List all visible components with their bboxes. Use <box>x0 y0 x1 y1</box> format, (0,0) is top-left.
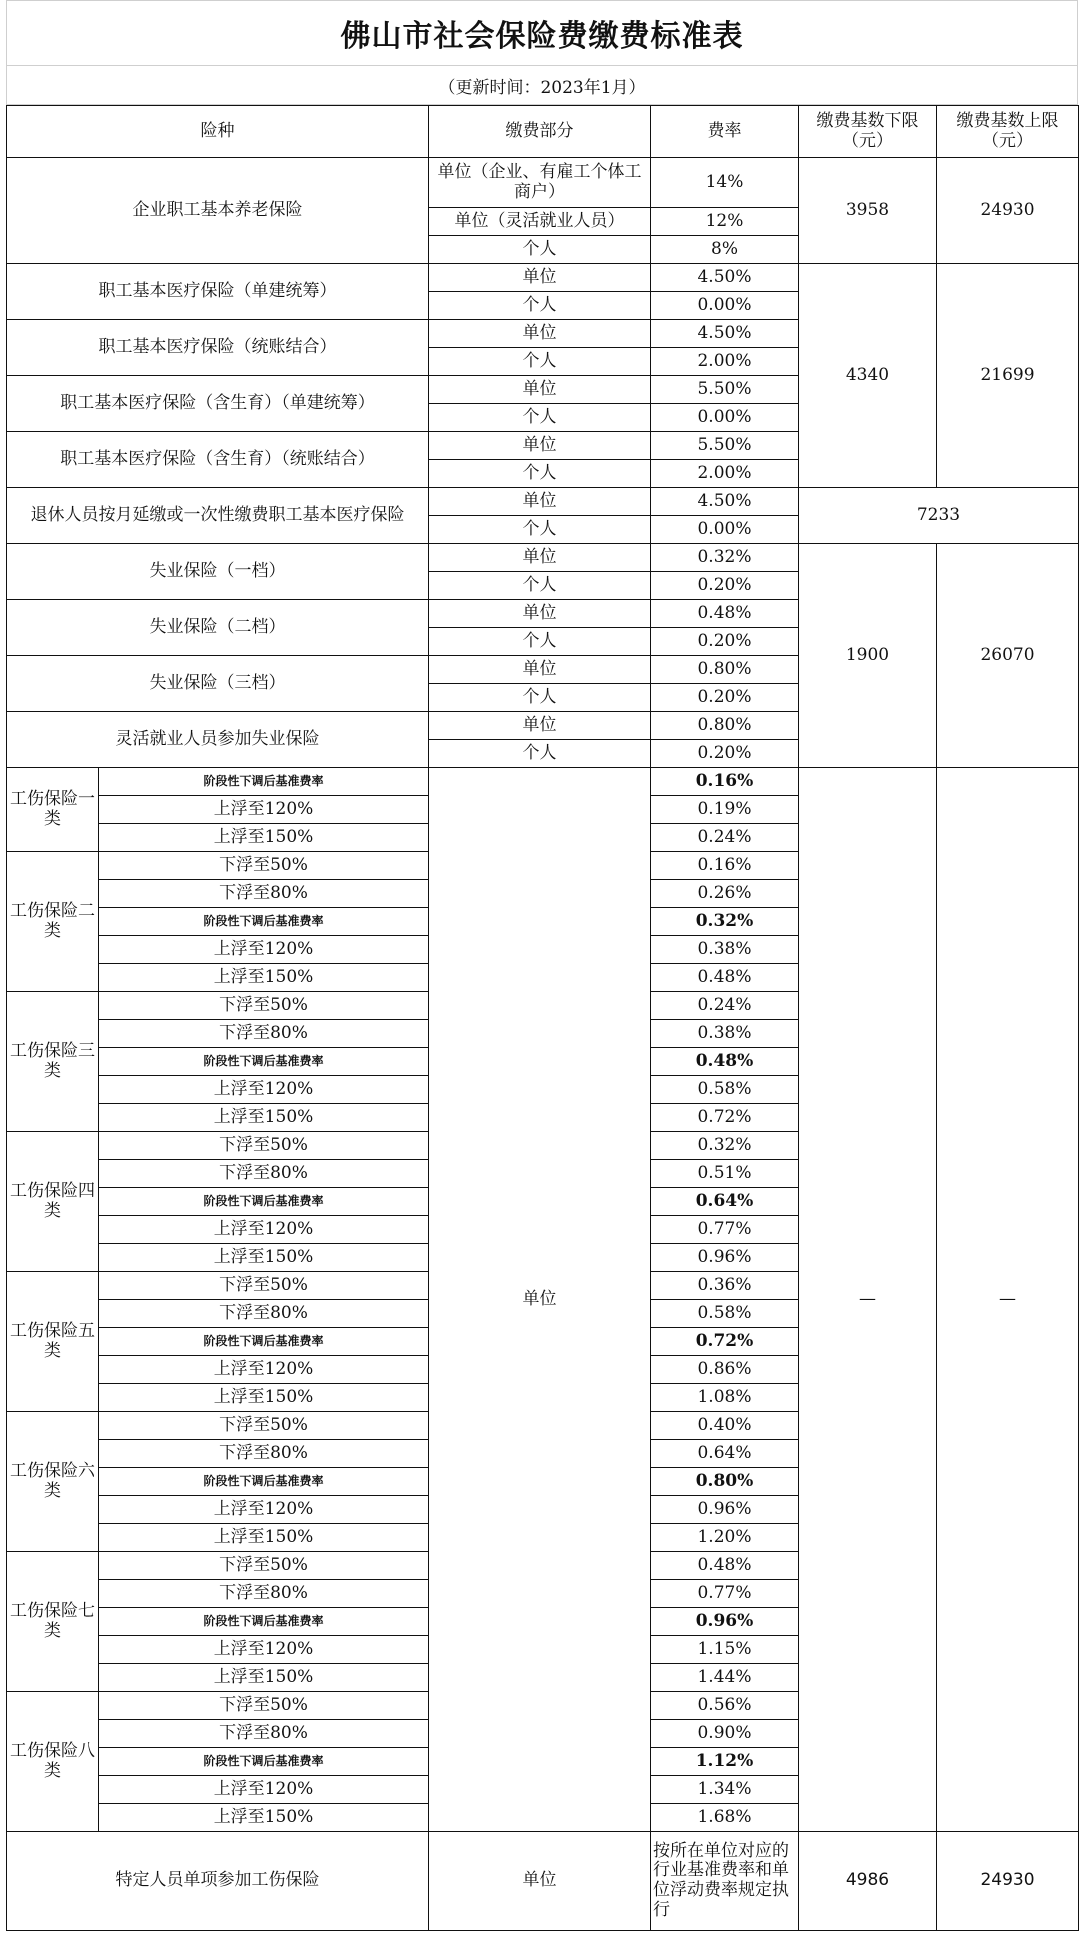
insurance-name: 灵活就业人员参加失业保险 <box>7 712 429 768</box>
adjustment-level: 上浮至150% <box>99 1244 429 1272</box>
payment-part: 个人 <box>429 292 651 320</box>
payment-part: 单位（企业、有雇工个体工商户） <box>429 158 651 208</box>
insurance-name: 职工基本医疗保险（含生育）（单建统筹） <box>7 376 429 432</box>
rate-value: 0.72% <box>651 1328 799 1356</box>
table-row <box>7 158 1079 208</box>
header-insurance-type: 险种 <box>7 106 429 158</box>
adjustment-level: 阶段性下调后基准费率 <box>99 908 429 936</box>
rate-value: 4.50% <box>651 488 799 516</box>
rate-value: 1.12% <box>651 1748 799 1776</box>
payment-part: 个人 <box>429 404 651 432</box>
base-min: 4340 <box>799 264 937 488</box>
rate-value: 0.16% <box>651 768 799 796</box>
rate-value: 0.58% <box>651 1076 799 1104</box>
adjustment-level: 下浮至50% <box>99 1692 429 1720</box>
payment-part: 个人 <box>429 684 651 712</box>
payment-part: 个人 <box>429 460 651 488</box>
payment-part: 单位 <box>429 656 651 684</box>
rate-value: 0.96% <box>651 1496 799 1524</box>
insurance-name: 职工基本医疗保险（单建统筹） <box>7 264 429 320</box>
rate-value: 12% <box>651 208 799 236</box>
injury-category: 工伤保险八类 <box>7 1692 99 1832</box>
adjustment-level: 下浮至50% <box>99 1272 429 1300</box>
insurance-name: 职工基本医疗保险（统账结合） <box>7 320 429 376</box>
adjustment-level: 阶段性下调后基准费率 <box>99 1048 429 1076</box>
insurance-name: 特定人员单项参加工伤保险 <box>7 1832 429 1931</box>
rate-value: 0.32% <box>651 1132 799 1160</box>
insurance-name: 退休人员按月延缴或一次性缴费职工基本医疗保险 <box>7 488 429 544</box>
adjustment-level: 下浮至50% <box>99 1132 429 1160</box>
rate-value: 0.20% <box>651 684 799 712</box>
adjustment-level: 上浮至150% <box>99 1804 429 1832</box>
rate-value: 1.15% <box>651 1636 799 1664</box>
header-base-max: 缴费基数上限（元） <box>937 106 1079 158</box>
injury-category: 工伤保险三类 <box>7 992 99 1132</box>
payment-part: 单位 <box>429 544 651 572</box>
rate-value: 0.32% <box>651 908 799 936</box>
adjustment-level: 上浮至120% <box>99 1356 429 1384</box>
payment-part: 个人 <box>429 348 651 376</box>
payment-part: 单位 <box>429 264 651 292</box>
base-max: — <box>937 768 1079 1832</box>
adjustment-level: 上浮至120% <box>99 1076 429 1104</box>
table-row <box>7 488 1079 516</box>
adjustment-level: 上浮至150% <box>99 1104 429 1132</box>
rate-value: 0.24% <box>651 992 799 1020</box>
insurance-name: 失业保险（一档） <box>7 544 429 600</box>
payment-part: 个人 <box>429 628 651 656</box>
payment-part: 单位 <box>429 712 651 740</box>
rate-value: 0.90% <box>651 1720 799 1748</box>
rate-value: 0.26% <box>651 880 799 908</box>
payment-part: 单位 <box>429 768 651 1832</box>
rate-value: 0.64% <box>651 1440 799 1468</box>
rate-value: 0.77% <box>651 1580 799 1608</box>
adjustment-level: 阶段性下调后基准费率 <box>99 768 429 796</box>
rate-value: 0.72% <box>651 1104 799 1132</box>
payment-part: 单位 <box>429 320 651 348</box>
rate-value: 0.80% <box>651 1468 799 1496</box>
base-max: 26070 <box>937 544 1079 768</box>
rate-value: 0.96% <box>651 1608 799 1636</box>
table-row <box>7 1832 1079 1931</box>
payment-part: 单位（灵活就业人员） <box>429 208 651 236</box>
rate-value: 0.58% <box>651 1300 799 1328</box>
rate-value: 0.48% <box>651 1048 799 1076</box>
adjustment-level: 阶段性下调后基准费率 <box>99 1748 429 1776</box>
base-min: — <box>799 768 937 1832</box>
insurance-name: 企业职工基本养老保险 <box>7 158 429 264</box>
adjustment-level: 下浮至80% <box>99 1160 429 1188</box>
payment-part: 个人 <box>429 516 651 544</box>
rate-value: 0.36% <box>651 1272 799 1300</box>
rate-value: 2.00% <box>651 348 799 376</box>
payment-part: 单位 <box>429 600 651 628</box>
base-min: 3958 <box>799 158 937 264</box>
base-min: 1900 <box>799 544 937 768</box>
payment-part: 个人 <box>429 572 651 600</box>
rate-value: 0.96% <box>651 1244 799 1272</box>
rate-value: 5.50% <box>651 432 799 460</box>
injury-category: 工伤保险一类 <box>7 768 99 852</box>
page-title: 佛山市社会保险费缴费标准表 <box>6 0 1078 65</box>
adjustment-level: 下浮至80% <box>99 1020 429 1048</box>
rate-value: 0.32% <box>651 544 799 572</box>
table-row <box>7 768 1079 796</box>
rate-value: 0.80% <box>651 712 799 740</box>
injury-category: 工伤保险七类 <box>7 1552 99 1692</box>
contribution-table <box>6 105 1079 1931</box>
adjustment-level: 阶段性下调后基准费率 <box>99 1608 429 1636</box>
payment-part: 单位 <box>429 488 651 516</box>
rate-value: 0.86% <box>651 1356 799 1384</box>
rate-value: 1.20% <box>651 1524 799 1552</box>
adjustment-level: 上浮至120% <box>99 936 429 964</box>
base-max: 24930 <box>937 158 1079 264</box>
adjustment-level: 下浮至50% <box>99 852 429 880</box>
rate-value: 0.40% <box>651 1412 799 1440</box>
rate-value: 0.20% <box>651 628 799 656</box>
rate-value: 4.50% <box>651 320 799 348</box>
adjustment-level: 下浮至50% <box>99 1412 429 1440</box>
rate-value: 0.24% <box>651 824 799 852</box>
payment-part: 个人 <box>429 236 651 264</box>
rate-value: 0.00% <box>651 292 799 320</box>
insurance-name: 失业保险（三档） <box>7 656 429 712</box>
payment-part: 个人 <box>429 740 651 768</box>
adjustment-level: 阶段性下调后基准费率 <box>99 1188 429 1216</box>
adjustment-level: 上浮至120% <box>99 796 429 824</box>
adjustment-level: 上浮至120% <box>99 1776 429 1804</box>
rate-value: 0.38% <box>651 936 799 964</box>
rate-value: 8% <box>651 236 799 264</box>
table-row <box>7 106 1079 158</box>
adjustment-level: 上浮至120% <box>99 1636 429 1664</box>
rate-value: 0.00% <box>651 516 799 544</box>
adjustment-level: 上浮至150% <box>99 1664 429 1692</box>
injury-category: 工伤保险六类 <box>7 1412 99 1552</box>
adjustment-level: 下浮至80% <box>99 1580 429 1608</box>
header-base-min: 缴费基数下限（元） <box>799 106 937 158</box>
adjustment-level: 下浮至80% <box>99 880 429 908</box>
rate-value: 1.34% <box>651 1776 799 1804</box>
adjustment-level: 下浮至80% <box>99 1300 429 1328</box>
rate-value: 0.48% <box>651 600 799 628</box>
insurance-name: 失业保险（二档） <box>7 600 429 656</box>
table-row <box>7 544 1079 572</box>
rate-value: 0.77% <box>651 1216 799 1244</box>
injury-category: 工伤保险五类 <box>7 1272 99 1412</box>
adjustment-level: 上浮至120% <box>99 1216 429 1244</box>
rate-value: 0.00% <box>651 404 799 432</box>
rate-value: 2.00% <box>651 460 799 488</box>
rate-sheet <box>6 0 1078 1931</box>
adjustment-level: 上浮至150% <box>99 1524 429 1552</box>
rate-value: 0.56% <box>651 1692 799 1720</box>
adjustment-level: 上浮至150% <box>99 824 429 852</box>
header-rate: 费率 <box>651 106 799 158</box>
adjustment-level: 上浮至150% <box>99 1384 429 1412</box>
injury-category: 工伤保险四类 <box>7 1132 99 1272</box>
update-date: （更新时间：2023年1月） <box>6 65 1078 105</box>
rate-value: 1.44% <box>651 1664 799 1692</box>
rate-value: 1.68% <box>651 1804 799 1832</box>
rate-value: 1.08% <box>651 1384 799 1412</box>
payment-part: 单位 <box>429 376 651 404</box>
adjustment-level: 下浮至50% <box>99 1552 429 1580</box>
payment-part: 单位 <box>429 1832 651 1931</box>
adjustment-level: 下浮至80% <box>99 1440 429 1468</box>
adjustment-level: 上浮至150% <box>99 964 429 992</box>
rate-value: 0.19% <box>651 796 799 824</box>
adjustment-level: 阶段性下调后基准费率 <box>99 1328 429 1356</box>
rate-value: 0.48% <box>651 1552 799 1580</box>
rate-value: 0.16% <box>651 852 799 880</box>
rate-value: 0.38% <box>651 1020 799 1048</box>
table-row <box>7 264 1079 292</box>
adjustment-level: 下浮至50% <box>99 992 429 1020</box>
adjustment-level: 下浮至80% <box>99 1720 429 1748</box>
rate-value: 0.64% <box>651 1188 799 1216</box>
base-max: 21699 <box>937 264 1079 488</box>
adjustment-level: 阶段性下调后基准费率 <box>99 1468 429 1496</box>
injury-category: 工伤保险二类 <box>7 852 99 992</box>
rate-value: 0.51% <box>651 1160 799 1188</box>
adjustment-level: 上浮至120% <box>99 1496 429 1524</box>
payment-part: 单位 <box>429 432 651 460</box>
rate-value: 0.48% <box>651 964 799 992</box>
rate-value: 按所在单位对应的行业基准费率和单位浮动费率规定执行 <box>651 1832 799 1931</box>
rate-value: 4.50% <box>651 264 799 292</box>
base-value: 7233 <box>799 488 1079 544</box>
rate-value: 0.20% <box>651 572 799 600</box>
header-payment-part: 缴费部分 <box>429 106 651 158</box>
rate-value: 5.50% <box>651 376 799 404</box>
insurance-name: 职工基本医疗保险（含生育）（统账结合） <box>7 432 429 488</box>
rate-value: 14% <box>651 158 799 208</box>
base-max: 24930 <box>937 1832 1079 1931</box>
rate-value: 0.80% <box>651 656 799 684</box>
base-min: 4986 <box>799 1832 937 1931</box>
rate-value: 0.20% <box>651 740 799 768</box>
